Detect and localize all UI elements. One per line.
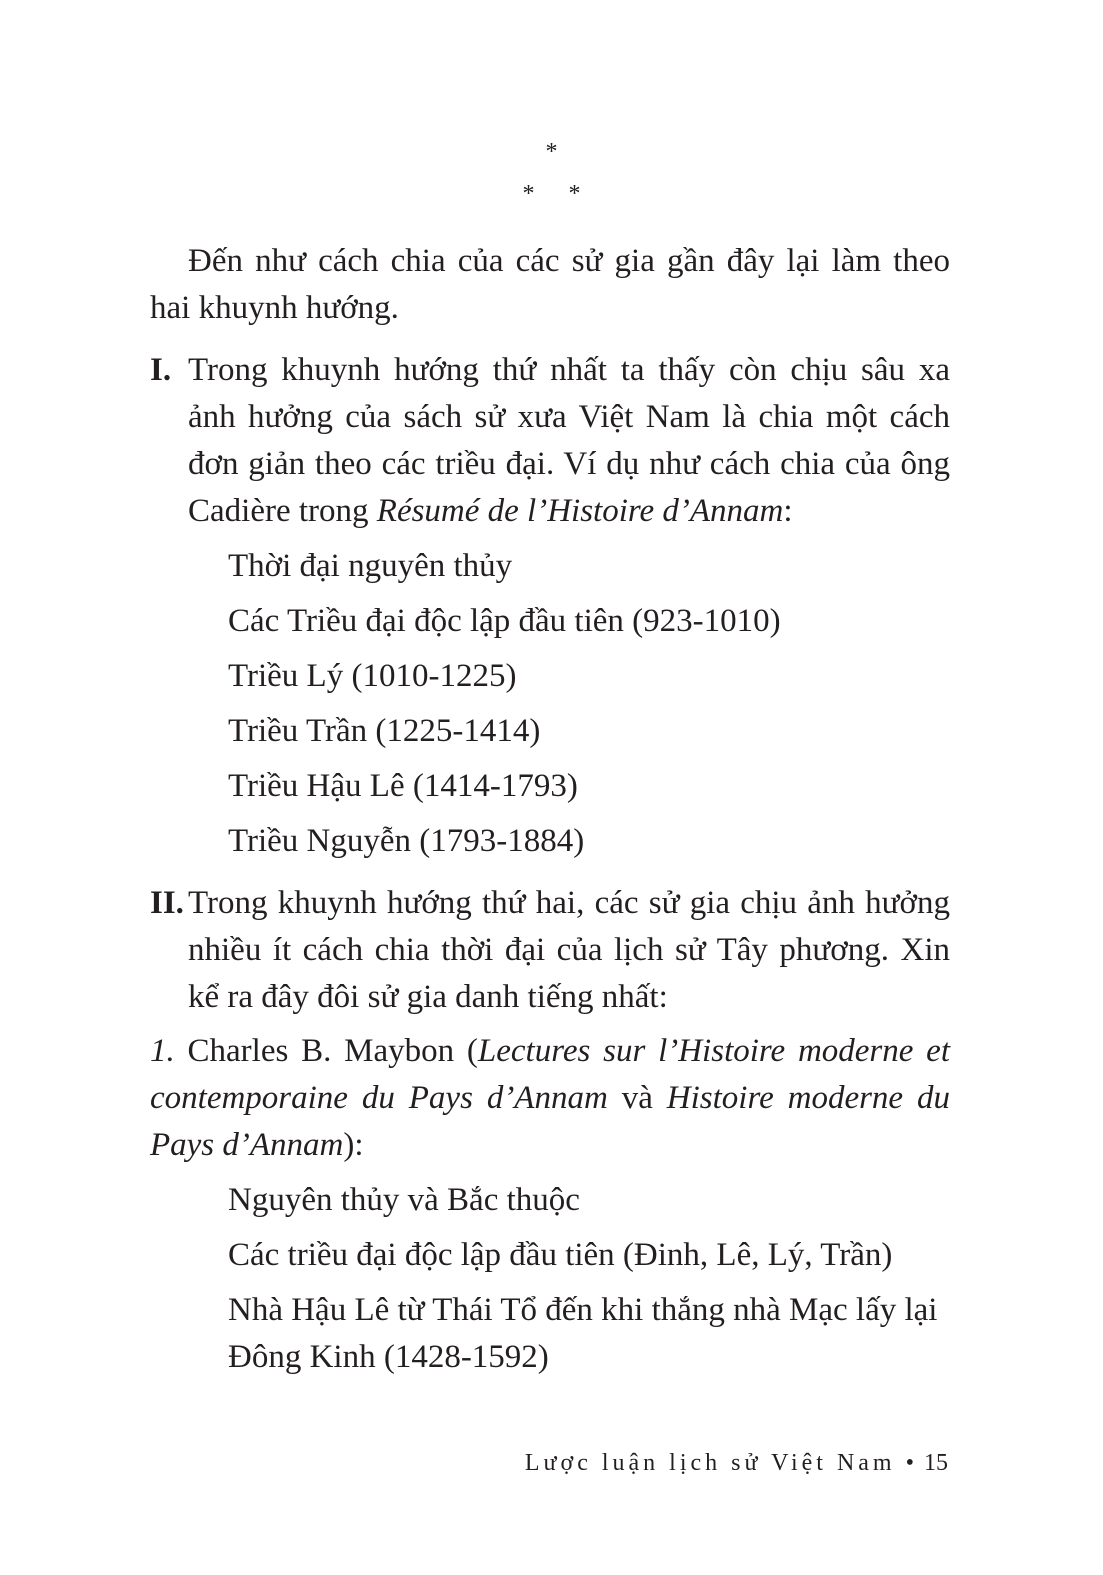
item-author: Charles B. Maybon (: [174, 1033, 478, 1069]
maybon-title-1: Lectures sur l’Histoire moderne et contemporaine du Pays d’Annam: [150, 1033, 950, 1116]
item-maybon: [150, 1028, 950, 1169]
list-item: Nguyên thủy và Bắc thuộc: [228, 1182, 580, 1218]
period-list-maybon: [228, 1177, 950, 1381]
item-conjunction: và: [607, 1080, 667, 1116]
section-one-text-b: :: [783, 493, 793, 529]
section-one-text: [188, 347, 950, 535]
asterism-bottom: * *: [522, 181, 595, 207]
section-two-text: Trong khuynh hướng thứ hai, các sử gia chịu ảnh hưởng nhiều ít cách chia thời đại của lịch sử Tây phương. Xin kể ra đây đôi sử gia danh tiếng nhất:: [188, 885, 950, 1015]
list-item: Triều Trần (1225-1414): [228, 713, 541, 749]
section-one-marker: I.: [150, 352, 172, 388]
item-number: 1.: [150, 1033, 175, 1069]
list-item: Triều Nguyễn (1793-1884): [228, 823, 585, 859]
section-two: [150, 880, 950, 1021]
list-item: Các Triều đại độc lập đầu tiên (923-1010): [228, 603, 781, 639]
asterism-top: *: [545, 139, 558, 165]
list-item: Triều Hậu Lê (1414-1793): [228, 768, 578, 804]
section-one: [150, 347, 950, 535]
list-item: Nhà Hậu Lê từ Thái Tổ đến khi thắng nhà Mạc lấy lại Đông Kinh (1428-1592): [228, 1292, 938, 1375]
cadiere-book-title: Résumé de l’Histoire d’Annam: [376, 493, 784, 529]
dynasty-list-cadiere: [228, 543, 950, 873]
book-title: Lược luận lịch sử Việt Nam: [524, 1450, 896, 1476]
section-two-marker: II.: [150, 885, 184, 921]
intro-paragraph: Đến như cách chia của các sử gia gần đây lại làm theo hai khuynh hướng.: [150, 243, 950, 326]
page-number: 15: [924, 1450, 948, 1476]
maybon-title-2: Histoire moderne du Pays d’Annam: [150, 1080, 950, 1163]
list-item: Các triều đại độc lập đầu tiên (Đinh, Lê, Lý, Trần): [228, 1237, 893, 1273]
running-footer: [525, 1448, 948, 1478]
footer-separator: •: [905, 1450, 914, 1476]
list-item: Triều Lý (1010-1225): [228, 658, 517, 694]
section-one-text-a: Trong khuynh hướng thứ nhất ta thấy còn chịu sâu xa ảnh hưởng của sách sử xưa Việt Nam là chia một cách đơn giản theo các triều đại. Ví dụ như cách chia của ông Cadière trong: [188, 352, 950, 529]
item-close: ):: [343, 1127, 364, 1163]
list-item: Thời đại nguyên thủy: [228, 548, 513, 584]
